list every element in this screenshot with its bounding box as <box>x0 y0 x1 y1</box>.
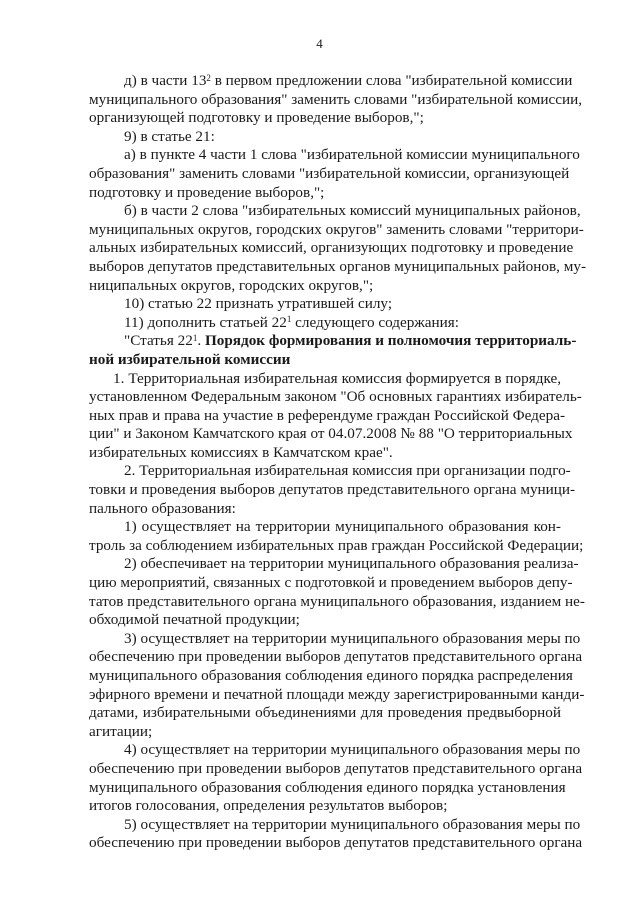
text-line <box>89 220 584 240</box>
text-line <box>89 90 582 110</box>
line-text: татов представительного органа муниципального образования, изданием не- <box>89 592 585 610</box>
text-line <box>89 146 580 165</box>
line-text: ции" и Законом Камчатского края от 04.07.2008 № 88 "О территориальных <box>89 425 573 443</box>
text-line <box>89 109 561 128</box>
line-text: цию мероприятий, связанных с подготовкой и проведением выборов депу- <box>89 574 573 592</box>
superscript: 1 <box>192 332 198 343</box>
page-number: 4 <box>316 36 323 51</box>
line-text: 2) обеспечивает на территории муниципального образования реализа- <box>124 555 579 573</box>
text-line <box>89 481 576 500</box>
text-line <box>89 462 571 481</box>
line-text: 1) осуществляет на территории муниципального образования кон- <box>124 518 561 536</box>
line-text: троль за соблюдением избирательных прав граждан Российской Федерации; <box>89 536 584 554</box>
line-text: обеспечению при проведении выборов депутатов представительного органа <box>89 759 583 777</box>
line-text-rest: следующего содержания: <box>291 313 459 331</box>
text-line <box>89 444 561 463</box>
text-line <box>89 723 561 742</box>
line-text: 11) дополнить статьей 22 <box>124 313 287 331</box>
text-line <box>89 332 577 351</box>
line-text: обеспечению при проведении выборов депутатов представительного органа <box>89 648 583 666</box>
text-line <box>89 592 585 612</box>
bold-heading-text: ной избирательной комиссии <box>89 350 291 368</box>
text-line <box>89 406 566 426</box>
text-line <box>89 314 561 333</box>
line-text: избирательных комиссиях в Камчатском крае". <box>89 443 393 461</box>
line-text: пального образования: <box>89 499 236 517</box>
line-text: ных прав и права на участие в референдуме граждан Российской Федера- <box>89 406 566 424</box>
text-line <box>89 685 585 705</box>
text-line <box>89 629 581 649</box>
line-text: альных избирательных комиссий, организующих подготовку и проведение <box>89 239 574 257</box>
line-text: б) в части 2 слова "избирательных комиссий муниципальных районов, <box>124 202 581 220</box>
text-line <box>89 351 561 370</box>
line-text: 4) осуществляет на территории муниципального образования меры по <box>124 741 581 759</box>
text-line <box>89 202 581 221</box>
line-text: агитации; <box>89 722 153 740</box>
line-text: муниципального образования соблюдения единого порядка установления <box>89 778 566 796</box>
line-text: 10) статью 22 признать утратившей силу; <box>124 295 393 313</box>
bold-heading-text: Порядок формирования и полномочия территориаль- <box>204 332 577 350</box>
text-line <box>89 72 573 91</box>
text-line <box>89 759 583 779</box>
text-line <box>89 667 573 686</box>
document-body <box>89 72 587 853</box>
text-line <box>89 536 584 556</box>
line-text: образования" заменить словами "избирательной комиссии, организующей <box>89 164 570 182</box>
line-text: ниципальных округов, городских округов,"; <box>89 276 374 294</box>
text-line <box>89 741 581 760</box>
text-line <box>89 425 573 444</box>
text-line <box>89 295 561 314</box>
line-text: 5) осуществляет на территории муниципального образования меры по <box>124 815 581 833</box>
line-text: "Статья 22 <box>124 332 193 350</box>
line-text: эфирного времени и печатной площади между зарегистрированными канди- <box>89 685 585 703</box>
text-line <box>89 128 561 147</box>
line-text: 9) в статье 21: <box>124 127 215 145</box>
line-text: обеспечению при проведении выборов депутатов представительного органа <box>89 834 583 852</box>
line-text: выборов депутатов представительных органов муниципальных районов, му- <box>89 257 587 275</box>
line-text: а) в пункте 4 части 1 слова "избирательной комиссии муниципального <box>124 146 580 164</box>
text-line <box>89 277 561 296</box>
line-text-rest: в первом предложении слова "избирательной комиссии <box>210 72 573 89</box>
text-line <box>89 164 570 184</box>
line-text: 1. Территориальная избирательная комиссия формируется в порядке, <box>113 369 561 387</box>
line-text: муниципального образования" заменить словами "избирательной комиссии, <box>89 90 582 108</box>
text-line <box>89 239 574 258</box>
line-text: д) в части 13 <box>124 72 207 89</box>
line-text: подготовку и проведение выборов,"; <box>89 183 325 201</box>
text-line <box>89 388 582 407</box>
text-line <box>89 797 561 816</box>
line-text: обходимой печатной продукции; <box>89 611 300 629</box>
text-line <box>89 574 573 593</box>
line-text-rest: . <box>197 332 205 350</box>
text-line <box>89 611 561 630</box>
text-line <box>89 518 561 537</box>
text-line <box>89 834 583 853</box>
text-line <box>89 257 587 277</box>
line-text: организующей подготовку и проведение выборов,"; <box>89 109 424 127</box>
superscript: 1 <box>286 314 292 325</box>
line-text: 3) осуществляет на территории муниципального образования меры по <box>124 629 581 647</box>
text-line <box>89 778 566 798</box>
text-line <box>89 704 561 723</box>
text-line <box>89 815 581 835</box>
text-line <box>89 500 561 519</box>
line-text: итогов голосования, определения результатов выборов; <box>89 797 448 815</box>
line-text: установленном Федеральным законом "Об основных гарантиях избиратель- <box>89 388 582 406</box>
text-line <box>89 555 579 574</box>
line-text: муниципальных округов, городских округов" заменить словами "территори- <box>89 220 584 238</box>
text-line <box>89 648 583 667</box>
line-text: товки и проведения выборов депутатов представительного органа муници- <box>89 481 576 499</box>
line-text: 2. Территориальная избирательная комиссия при организации подго- <box>124 462 571 480</box>
superscript: 2 <box>206 72 211 83</box>
text-line <box>89 370 561 389</box>
text-line <box>89 184 561 203</box>
line-text: муниципального образования соблюдения единого порядка распределения <box>89 667 573 684</box>
line-text: датами, избирательными объединениями для проведения предвыборной <box>89 704 561 722</box>
